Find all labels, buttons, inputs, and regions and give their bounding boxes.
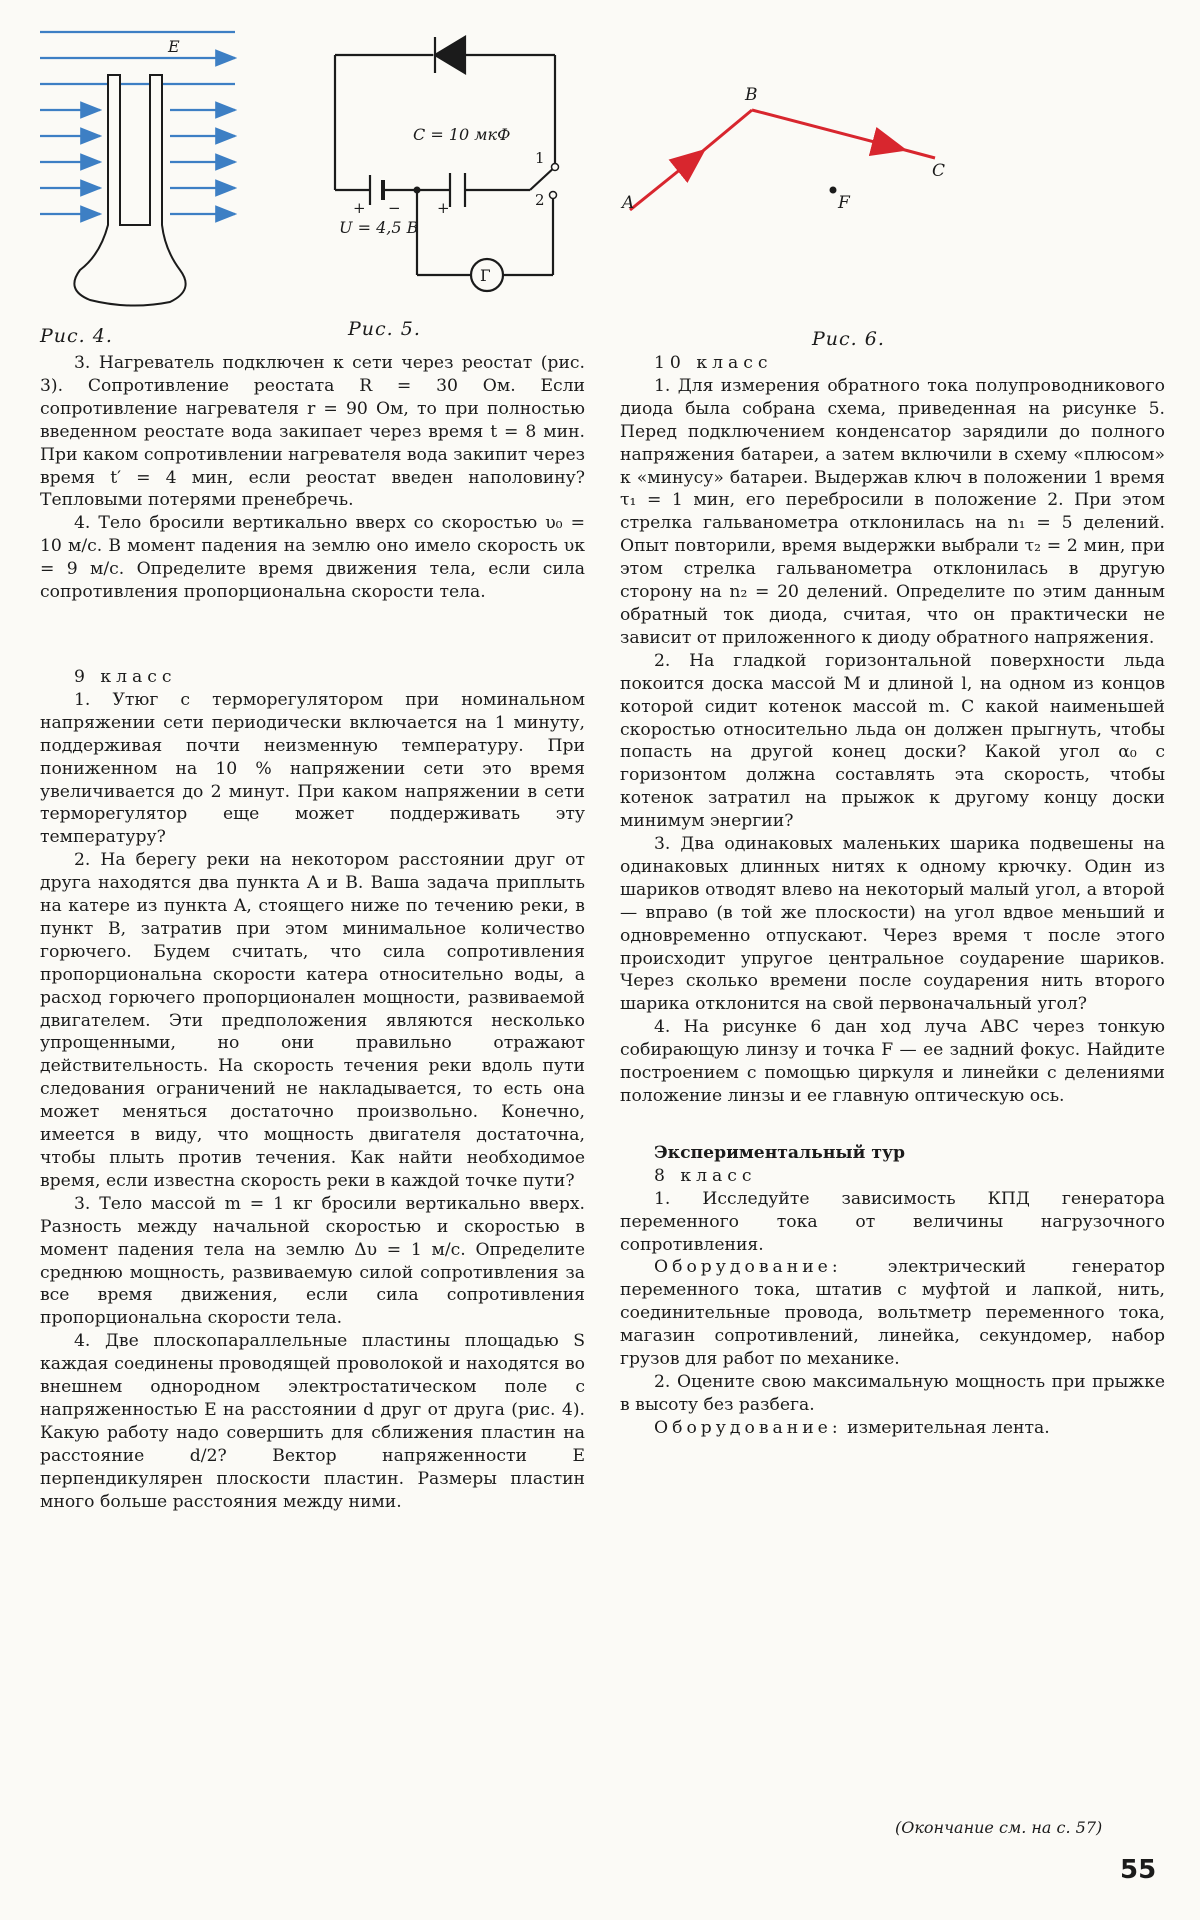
figure-5 bbox=[325, 15, 595, 315]
figure-4-caption: Рис. 4. bbox=[40, 325, 113, 347]
exp-problem-2: 2. Оцените свою максимальную мощность при прыжке в высоту без разбега. bbox=[620, 1371, 1165, 1415]
switch-pos-2: 2 bbox=[535, 191, 545, 209]
page-number: 55 bbox=[1120, 1855, 1157, 1885]
point-b-label: B bbox=[745, 85, 758, 105]
equipment-1 bbox=[620, 1256, 1165, 1371]
equipment-1-text: электрический генератор переменного тока, штатив с муфтой и лапкой, нить, соединительные провода, вольтметр переменного тока, магазин сопротивлений, линейка, секундомер, набор грузов для работ по механике. bbox=[620, 1257, 1165, 1370]
problem-10-3: 3. Два одинаковых маленьких шарика подвешены на одинаковых длинных нитях к одному крючку. Один из шариков отводят влево на некоторый малый угол, а второй — вправо (в той же плоскости) на угол вдвое меньший и одновременно отпускают. Через время τ после этого происходит упругое центральное соударение шариков. Через сколько времени после соударения нить второго шарика отклонится на свой первоначальный угол? bbox=[620, 834, 1165, 1015]
experimental-tour-heading: Экспериментальный тур bbox=[654, 1142, 906, 1163]
grade-10-heading: 10 класс bbox=[654, 353, 773, 373]
equipment-1-label: Оборудование: bbox=[654, 1257, 842, 1278]
problem-9-3: 3. Тело массой m = 1 кг бросили вертикально вверх. Разность между начальной скоростью и скоростью в момент падения тела на землю Δυ = 1 м/с. Определите среднюю мощность, развиваемую силой сопротивления за все время движения, если сила сопротивления пропорциональна скорости тела. bbox=[40, 1193, 585, 1329]
continuation-note: (Окончание см. на с. 57) bbox=[895, 1818, 1103, 1837]
right-column bbox=[620, 352, 1165, 1440]
point-a-label: A bbox=[622, 193, 635, 213]
capacitor-plus: + bbox=[437, 199, 450, 217]
point-f-label: F bbox=[838, 193, 850, 213]
battery-minus: − bbox=[388, 199, 401, 217]
grade-8-heading: 8 класс bbox=[654, 1165, 757, 1186]
problem-9-2: 2. На берегу реки на некотором расстоянии друг от друга находятся два пункта A и B. Ваша задача приплыть на катере из пункта A, стоящего ниже по течению реки, в пункт B, затратив при этом минимальное количество горючего. Будем считать, что сила сопротивления пропорциональна скорости катера относительно воды, а расход горючего пропорционален мощности, развиваемой двигателем. Эти предположения являются несколько упрощенными, но они правильно отражают действительность. На скорость течения реки вдоль пути следования ограничений не накладывается, то есть она может меняться достаточно произвольно. Конечно, имеется в виду, что мощность двигателя достаточна, чтобы плыть против течения. Как найти необходимое время, если известна скорость реки в каждой точке пути? bbox=[40, 850, 585, 1191]
figure-6-caption: Рис. 6. bbox=[812, 328, 885, 350]
equipment-2 bbox=[620, 1417, 1165, 1440]
problem-8-3: 3. Нагреватель подключен к сети через реостат (рис. 3). Сопротивление реостата R = 30 Ом. Если сопротивление нагревателя r = 90 Ом, то при полностью введенном реостате вода закипает через время t = 8 мин. При каком сопротивлении нагревателя вода закипит через время t′ = 4 мин, если реостат введен наполовину? Тепловыми потерями пренебречь. bbox=[40, 353, 585, 511]
equipment-2-text: измерительная лента. bbox=[847, 1417, 1050, 1438]
figure-6 bbox=[610, 80, 1170, 270]
problem-10-2: 2. На гладкой горизонтальной поверхности льда покоится доска массой M и длиной l, на одном из концов которой сидит котенок массой m. С какой наименьшей скоростью относительно льда он должен прыгнуть, чтобы попасть на другой конец доски? Какой угол α₀ с горизонтом должна составлять эта скорость, чтобы котенок затратил на прыжок к другому концу доски минимум энергии? bbox=[620, 650, 1165, 832]
point-c-label: C bbox=[932, 161, 946, 181]
problem-10-4: 4. На рисунке 6 дан ход луча ABC через тонкую собирающую линзу и точка F — ее задний фокус. Найдите построением с помощью циркуля и линейки с делениями положение линзы и ее главную оптическую ось. bbox=[620, 1017, 1165, 1106]
field-label-e: E bbox=[168, 37, 180, 56]
capacitance-label: C = 10 мкФ bbox=[413, 125, 511, 144]
problem-10-1: 1. Для измерения обратного тока полупроводникового диода была собрана схема, приведенная на рисунке 5. Перед подключением конденсатор зарядили до полного напряжения батареи, а затем включили в схему «плюсом» к «минусу» батареи. Выдержав ключ в положении 1 время τ₁ = 1 мин, его перебросили в положение 2. При этом стрелка гальванометра отклонилась на n₁ = 5 делений. Опыт повторили, время выдержки выбрали τ₂ = 2 мин, при этом стрелка гальванометра отклонилась в другую сторону на n₂ = 20 делений. Определите по этим данным обратный ток диода, считая, что он практически не зависит от приложенного к диоду обратного напряжения. bbox=[620, 375, 1165, 648]
figure-5-caption: Рис. 5. bbox=[348, 318, 421, 340]
battery-plus: + bbox=[353, 199, 366, 217]
problem-9-4: 4. Две плоскопараллельные пластины площадью S каждая соединены проводящей проволокой и находятся во внешнем однородном электростатическом поле с напряженностью E на расстоянии d друг от друга (рис. 4). Какую работу надо совершить для сближения пластин на расстояние d/2? Вектор напряженности E перпендикулярен плоскости пластин. Размеры пластин много больше расстояния между ними. bbox=[40, 1331, 585, 1512]
galvanometer-label: Г bbox=[480, 266, 491, 285]
equipment-2-label: Оборудование: bbox=[654, 1417, 842, 1438]
grade-9-heading: 9 класс bbox=[74, 666, 177, 687]
figure-4 bbox=[30, 20, 290, 320]
exp-problem-1: 1. Исследуйте зависимость КПД генератора переменного тока от величины нагрузочного сопротивления. bbox=[620, 1188, 1165, 1255]
problem-8-4: 4. Тело бросили вертикально вверх со скоростью υ₀ = 10 м/с. В момент падения на землю оно имело скорость υк = 9 м/с. Определите время движения тела, если сила сопротивления пропорциональна скорости тела. bbox=[40, 513, 585, 603]
left-column bbox=[40, 352, 585, 1514]
voltage-label: U = 4,5 В bbox=[339, 218, 419, 237]
switch-pos-1: 1 bbox=[535, 149, 545, 167]
problem-9-1: 1. Утюг с терморегулятором при номинальном напряжении сети периодически включается на 1 минуту, поддерживая почти неизменную температуру. При пониженном на 10 % напряжении сети это время увеличивается до 2 минут. При каком напряжении в сети терморегулятор еще может поддерживать эту температуру? bbox=[40, 689, 585, 848]
